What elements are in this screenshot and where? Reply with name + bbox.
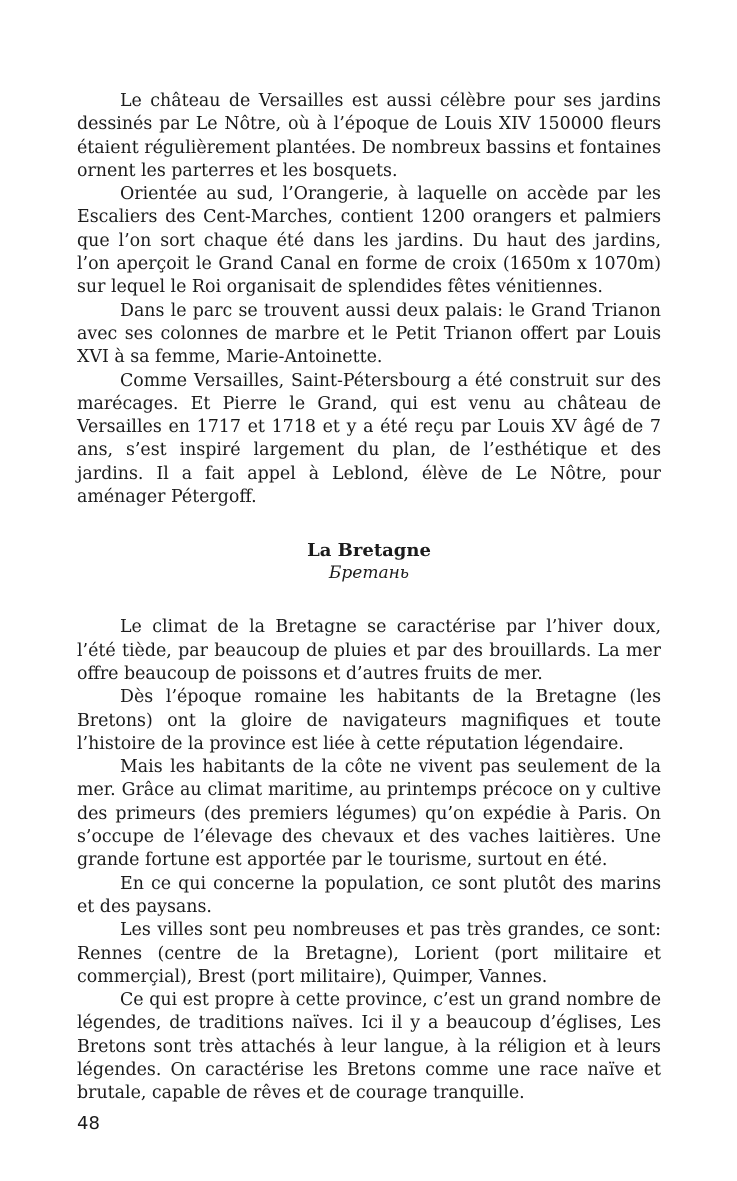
paragraph: Le château de Versailles est aussi célèbre pour ses jardins dessinés par Le Nôtre, où à l’époque de Louis XIV 150000 fleurs étaient régulièrement plantées. De nombreux bassins et fontaines ornent les parterres et les bosquets. (77, 91, 661, 181)
paragraph: Dès l’époque romaine les habitants de la Bretagne (les Bretons) ont la gloire de navigateurs magnifiques et toute l’histoire de la province est liée à cette réputation légendaire. (77, 687, 661, 754)
paragraph: Mais les habitants de la côte ne vivent pas seulement de la mer. Grâce au climat maritime, au printemps précoce on y cultive des primeurs (des premiers légumes) qu’on expédie à Paris. On s’occupe de l’élevage des chevaux et des vaches laitières. Une grande fortune est apportée par le tourisme, surtout en été. (77, 757, 661, 871)
paragraph: Les villes sont peu nombreuses et pas très grandes, ce sont: Rennes (centre de la Bretagne), Lorient (port militaire et commerçial), Brest (port militaire), Quimper, Vannes. (77, 920, 661, 987)
section-title: La Bretagne (307, 540, 431, 562)
bretagne-section (77, 539, 661, 1105)
versailles-section (77, 90, 661, 509)
paragraph: Dans le parc se trouvent aussi deux palais: le Grand Trianon avec ses colonnes de marbre et le Petit Trianon offert par Louis XVI à sa femme, Marie-Antoinette. (77, 300, 661, 368)
paragraph: Ce qui est propre à cette province, c’est un grand nombre de légendes, de traditions naïves. Ici il y a beaucoup d’églises, Les Bretons sont très attachés à leur langue, à la réligion et à leurs légendes. On caractérise les Bretons comme une race naïve et brutale, capable de rêves et de courage tranquille. (77, 990, 661, 1104)
page-number: 48 (77, 1113, 100, 1134)
paragraph: Comme Versailles, Saint-Pétersbourg a été construit sur des marécages. Et Pierre le Grand, qui est venu au château de Versailles en 1717 et 1718 et y a été reçu par Louis XV âgé de 7 ans, s’est inspiré largement du plan, de l’esthétique et des jardins. Il a fait appel à Leblond, élève de Le Nôtre, pour aménager Pétergoff. (77, 370, 661, 508)
paragraph: Orientée au sud, l’Orangerie, à laquelle on accède par les Escaliers des Cent-Marches, contient 1200 orangers et palmiers que l’on sort chaque été dans les jardins. Du haut des jardins, l’on aperçoit le Grand Canal en forme de croix (1650m x 1070m) sur lequel le Roi organisait de splendides fêtes vénitiennes. (77, 184, 661, 298)
paragraph: En ce qui concerne la population, ce sont plutôt des marins et des paysans. (77, 873, 661, 917)
page-body (77, 90, 661, 1106)
section-subtitle: Бретань (328, 563, 410, 584)
paragraph: Le climat de la Bretagne se caractérise par l’hiver doux, l’été tiède, par beaucoup de pluies et par des brouillards. La mer offre beaucoup de poissons et d’autres fruits de mer. (77, 617, 661, 684)
